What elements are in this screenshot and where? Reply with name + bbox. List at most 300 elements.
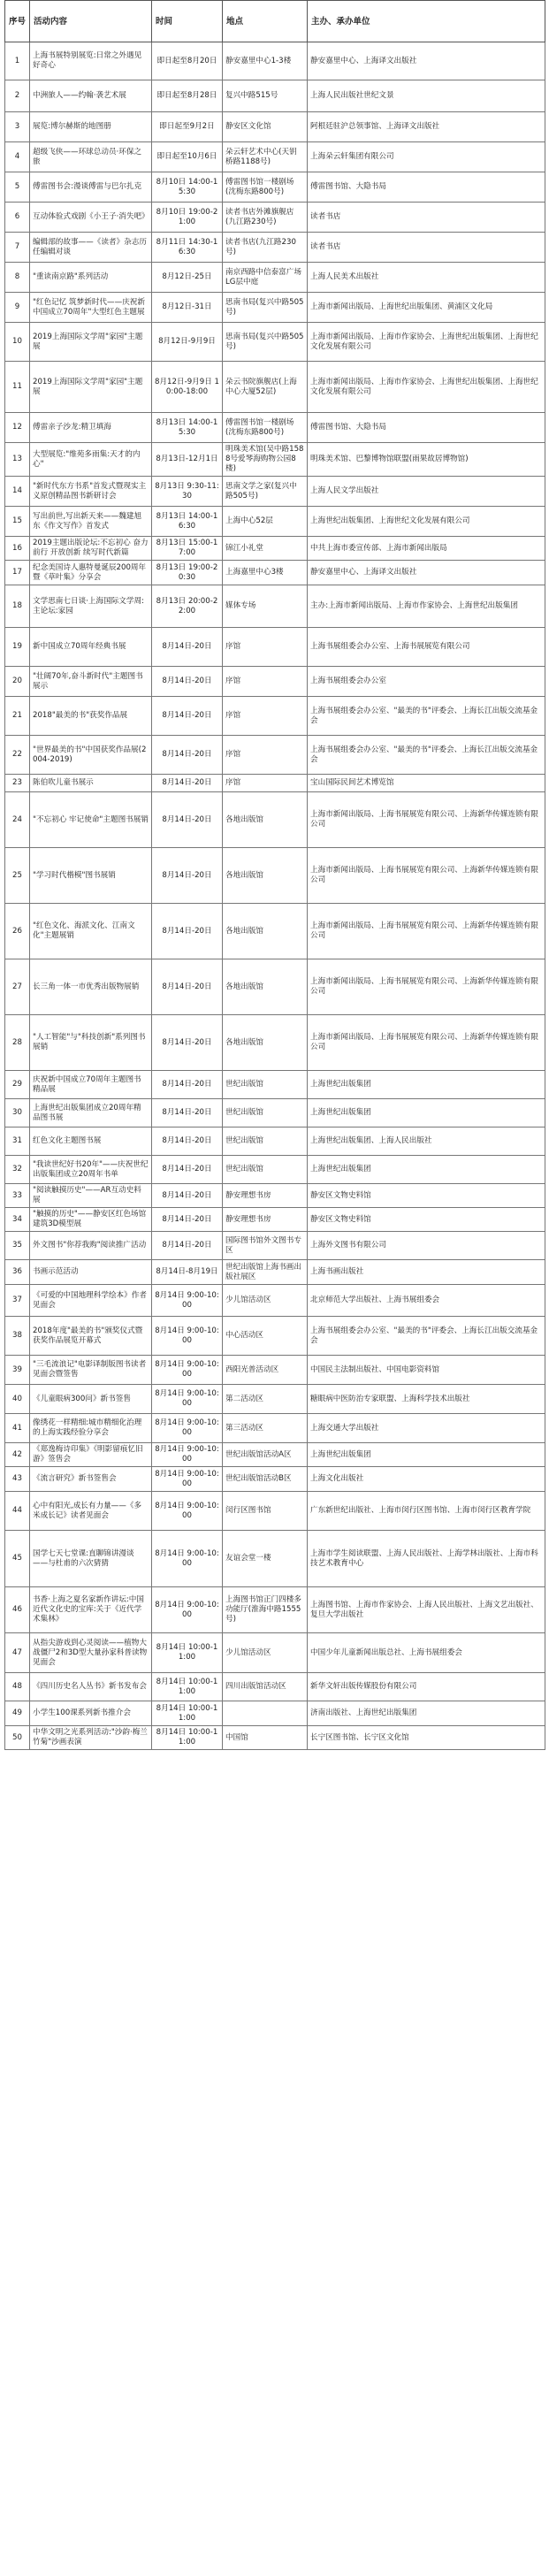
event-time: 8月14日 10:00-11:00	[152, 1673, 223, 1701]
event-time: 8月14日-20日	[152, 667, 223, 697]
row-number: 46	[5, 1587, 30, 1633]
table-row	[5, 959, 545, 1015]
table-row	[5, 1356, 545, 1385]
event-organizer: 静安区文物史料馆	[308, 1184, 545, 1208]
event-organizer: 读者书店	[308, 233, 545, 263]
event-name: "触摸的历史"——静安区红色场馆建筑3D模型展	[30, 1208, 152, 1232]
event-organizer: 上海世纪出版集团、上海世纪文化发展有限公司	[308, 507, 545, 537]
table-row	[5, 775, 545, 792]
row-number: 16	[5, 537, 30, 561]
row-number: 17	[5, 561, 30, 585]
table-row	[5, 203, 545, 233]
row-number: 10	[5, 323, 30, 362]
event-organizer: 上海市新闻出版局、上海书展展览有限公司、上海新华传媒连锁有限公司	[308, 1015, 545, 1071]
row-number: 15	[5, 507, 30, 537]
event-name: "重读南京路"系列活动	[30, 263, 152, 293]
event-time: 8月13日 14:00-16:30	[152, 507, 223, 537]
row-number: 22	[5, 736, 30, 775]
table-row	[5, 1492, 545, 1531]
table-row	[5, 477, 545, 507]
table-row	[5, 1208, 545, 1232]
event-name: "壮阔70年,奋斗新时代"主题图书展示	[30, 667, 152, 697]
event-name: "新时代东方书系"首发式暨现实主义原创精品图书新研讨会	[30, 477, 152, 507]
event-time: 即日起至9月2日	[152, 112, 223, 142]
event-organizer: 傅雷图书馆、大隐书局	[308, 172, 545, 203]
table-body	[5, 42, 545, 1750]
event-name: "阅读触摸历史"——AR互动史料展	[30, 1184, 152, 1208]
event-organizer: 上海世纪出版集团	[308, 1071, 545, 1099]
event-organizer: 上海书展组委会办公室、"最美的书"评委会、上海长江出版交流基金会	[308, 1317, 545, 1356]
event-name: "我读世纪好书20年"——庆祝世纪出版集团成立20周年书单	[30, 1156, 152, 1184]
table-row	[5, 585, 545, 628]
event-organizer: 新华文轩出版传媒股份有限公司	[308, 1673, 545, 1701]
event-location: 南京西路中信泰富广场LG层中庭	[223, 263, 308, 293]
row-number: 33	[5, 1184, 30, 1208]
event-location: 四川出版馆活动区	[223, 1673, 308, 1701]
event-location: 各地出版馆	[223, 959, 308, 1015]
table-row	[5, 1232, 545, 1260]
event-location: 少儿馆活动区	[223, 1633, 308, 1673]
event-location: 序馆	[223, 775, 308, 792]
event-organizer: 上海市新闻出版局、上海书展展览有限公司、上海新华传媒连锁有限公司	[308, 848, 545, 904]
event-time: 8月13日 9:30-11:30	[152, 477, 223, 507]
table-row	[5, 1587, 545, 1633]
row-number: 42	[5, 1443, 30, 1467]
event-name: 2019上海国际文学周"家园"主题展	[30, 323, 152, 362]
event-location: 上海中心52层	[223, 507, 308, 537]
table-row	[5, 1633, 545, 1673]
row-number: 20	[5, 667, 30, 697]
event-organizer: 上海书展组委会办公室、"最美的书"评委会、上海长江出版交流基金会	[308, 736, 545, 775]
row-number: 7	[5, 233, 30, 263]
event-location: 静安理想书房	[223, 1208, 308, 1232]
table-row	[5, 667, 545, 697]
event-time: 8月14日-20日	[152, 848, 223, 904]
event-location: 媒体专场	[223, 585, 308, 628]
event-location: 静安理想书房	[223, 1184, 308, 1208]
event-organizer: 上海人民美术出版社	[308, 263, 545, 293]
table-row	[5, 362, 545, 413]
event-time: 8月14日 9:00-10:00	[152, 1356, 223, 1385]
row-number: 14	[5, 477, 30, 507]
row-number: 30	[5, 1099, 30, 1127]
event-name: 新中国成立70周年经典书展	[30, 628, 152, 667]
event-name: 外文图书"你荐我购"阅读推广活动	[30, 1232, 152, 1260]
event-name: 傅雷图书会:漫谈傅雷与巴尔扎克	[30, 172, 152, 203]
row-number: 40	[5, 1385, 30, 1414]
row-number: 13	[5, 443, 30, 477]
table-row	[5, 736, 545, 775]
event-time: 8月14日-20日	[152, 1232, 223, 1260]
event-name: 书香·上海之夏名家新作讲坛:中国近代文化史的宝库:关于《近代学术集林》	[30, 1587, 152, 1633]
event-name: 傅雷亲子沙龙:精卫填海	[30, 413, 152, 443]
row-number: 11	[5, 362, 30, 413]
event-organizer: 上海市新闻出版局、上海世纪出版集团、黄浦区文化局	[308, 293, 545, 323]
event-name: 中华文明之光系列活动:"沙韵·梅兰竹菊"沙画表演	[30, 1726, 152, 1750]
event-organizer: 上海市新闻出版局、上海市作家协会、上海世纪出版集团、上海世纪文化发展有限公司	[308, 362, 545, 413]
event-location: 世纪出版馆	[223, 1156, 308, 1184]
event-time: 8月12日-9月9日	[152, 323, 223, 362]
table-row	[5, 1531, 545, 1587]
table-row	[5, 1443, 545, 1467]
event-time: 8月14日-20日	[152, 904, 223, 959]
event-name: 编辑部的故事——《读者》杂志历任编辑对谈	[30, 233, 152, 263]
event-name: 红色文化主题图书展	[30, 1127, 152, 1156]
event-name: 《流言研究》新书签售会	[30, 1467, 152, 1492]
event-time: 8月14日 9:00-10:00	[152, 1285, 223, 1317]
event-name: 从指尖游戏到心灵阅读——植物大战僵尸2和3D型大量孙家科普读物见面会	[30, 1633, 152, 1673]
table-row	[5, 1015, 545, 1071]
table-row	[5, 172, 545, 203]
event-location: 中心活动区	[223, 1317, 308, 1356]
table-row	[5, 1673, 545, 1701]
event-organizer: 长宁区图书馆、长宁区文化馆	[308, 1726, 545, 1750]
row-number: 23	[5, 775, 30, 792]
event-location: 世纪出版馆	[223, 1071, 308, 1099]
event-organizer: 中国少年儿童新闻出版总社、上海书展组委会	[308, 1633, 545, 1673]
event-time: 8月14日-20日	[152, 1208, 223, 1232]
event-location: 序馆	[223, 736, 308, 775]
event-location: 朵云轩艺术中心(天钥桥路1188号)	[223, 142, 308, 172]
event-schedule-table	[4, 0, 545, 1750]
event-name: 写出前世,写出新天来——魏建旭东《作文写作》首发式	[30, 507, 152, 537]
event-organizer: 上海文化出版社	[308, 1467, 545, 1492]
row-number: 26	[5, 904, 30, 959]
table-row	[5, 628, 545, 667]
table-row	[5, 42, 545, 80]
row-number: 39	[5, 1356, 30, 1385]
event-organizer: 糖眼病中医防治专家联盟、上海科学技术出版社	[308, 1385, 545, 1414]
event-location: 思南书局(复兴中路505号)	[223, 323, 308, 362]
header-time: 时间	[152, 1, 223, 42]
row-number: 2	[5, 80, 30, 112]
row-number: 18	[5, 585, 30, 628]
row-number: 12	[5, 413, 30, 443]
event-location: 世纪出版馆上海书画出版社展区	[223, 1260, 308, 1285]
table-row	[5, 112, 545, 142]
event-name: 心中有阳光,成长有力量——《多米成长记》读者见面会	[30, 1492, 152, 1531]
event-name: 纪念美国诗人惠特曼诞辰200周年暨《草叶集》分享会	[30, 561, 152, 585]
event-location: 第三活动区	[223, 1414, 308, 1443]
event-time: 8月10日 14:00-15:30	[152, 172, 223, 203]
event-time: 8月14日-20日	[152, 1015, 223, 1071]
event-location: 傅雷图书馆一楼剧场(沈梅东路800号)	[223, 172, 308, 203]
event-organizer: 静安嘉里中心、上海译文出版社	[308, 561, 545, 585]
row-number: 34	[5, 1208, 30, 1232]
event-location: 闵行区图书馆	[223, 1492, 308, 1531]
schedule-table-wrapper	[4, 0, 545, 1750]
event-location: 读者书店外滩旗舰店(九江路230号)	[223, 203, 308, 233]
row-number: 9	[5, 293, 30, 323]
event-name: 《郑逸梅诗印集》《明影留痕忆旧游》签售会	[30, 1443, 152, 1467]
event-time: 8月14日-20日	[152, 959, 223, 1015]
row-number: 36	[5, 1260, 30, 1285]
event-time: 8月14日-20日	[152, 792, 223, 848]
event-location: 世纪出版馆活动A区	[223, 1443, 308, 1467]
event-location: 各地出版馆	[223, 1015, 308, 1071]
row-number: 41	[5, 1414, 30, 1443]
table-header-row	[5, 1, 545, 42]
row-number: 49	[5, 1701, 30, 1726]
table-row	[5, 537, 545, 561]
table-row	[5, 1385, 545, 1414]
event-time: 8月13日 19:00-20:30	[152, 561, 223, 585]
event-location: 少儿馆活动区	[223, 1285, 308, 1317]
event-location: 思南书局(复兴中路505号)	[223, 293, 308, 323]
event-organizer: 上海朵云轩集团有限公司	[308, 142, 545, 172]
event-location: 第二活动区	[223, 1385, 308, 1414]
row-number: 50	[5, 1726, 30, 1750]
event-time: 8月14日-20日	[152, 1127, 223, 1156]
table-row	[5, 1099, 545, 1127]
table-row	[5, 1317, 545, 1356]
event-time: 8月14日-20日	[152, 1156, 223, 1184]
event-name: "不忘初心 牢记使命"主题图书展销	[30, 792, 152, 848]
event-organizer: 上海人民文学出版社	[308, 477, 545, 507]
event-time: 8月11日 14:30-16:30	[152, 233, 223, 263]
event-location: 复兴中路515号	[223, 80, 308, 112]
row-number: 24	[5, 792, 30, 848]
row-number: 31	[5, 1127, 30, 1156]
table-row	[5, 80, 545, 112]
event-location: 友谊会堂一楼	[223, 1531, 308, 1587]
event-location: 世纪出版馆	[223, 1127, 308, 1156]
table-row	[5, 1156, 545, 1184]
row-number: 32	[5, 1156, 30, 1184]
event-location: 中国馆	[223, 1726, 308, 1750]
event-location: 序馆	[223, 628, 308, 667]
row-number: 1	[5, 42, 30, 80]
event-time: 8月14日-20日	[152, 697, 223, 736]
event-organizer: 上海市新闻出版局、上海书展展览有限公司、上海新华传媒连锁有限公司	[308, 904, 545, 959]
table-row	[5, 413, 545, 443]
table-row	[5, 233, 545, 263]
event-name: 庆祝新中国成立70周年主题图书精品展	[30, 1071, 152, 1099]
event-time: 8月13日 20:00-22:00	[152, 585, 223, 628]
event-organizer: 上海世纪出版集团	[308, 1156, 545, 1184]
event-organizer: 静安区文物史料馆	[308, 1208, 545, 1232]
event-time: 8月14日 10:00-11:00	[152, 1633, 223, 1673]
event-organizer: 读者书店	[308, 203, 545, 233]
row-number: 45	[5, 1531, 30, 1587]
event-time: 8月14日 10:00-11:00	[152, 1726, 223, 1750]
table-row	[5, 263, 545, 293]
event-location: 思南文学之家(复兴中路505号)	[223, 477, 308, 507]
event-organizer: 明珠美术馆、巴黎博物馆联盟(雨果故居博物馆)	[308, 443, 545, 477]
table-row	[5, 1285, 545, 1317]
event-name: 像绣花一样精细:城市精细化治理的上海实践经验分享会	[30, 1414, 152, 1443]
event-location: 各地出版馆	[223, 904, 308, 959]
table-row	[5, 1184, 545, 1208]
table-row	[5, 697, 545, 736]
event-organizer: 上海世纪出版集团、上海人民出版社	[308, 1127, 545, 1156]
event-name: "红色记忆 筑梦新时代——庆祝新中国成立70周年"大型红色主题展	[30, 293, 152, 323]
event-location: 序馆	[223, 697, 308, 736]
row-number: 5	[5, 172, 30, 203]
row-number: 48	[5, 1673, 30, 1701]
event-organizer: 主办:上海市新闻出版局、上海市作家协会、上海世纪出版集团	[308, 585, 545, 628]
event-time: 8月12日-9月9日 10:00-18:00	[152, 362, 223, 413]
event-name: 《可爱的中国地理科学绘本》作者见面会	[30, 1285, 152, 1317]
event-location: 各地出版馆	[223, 792, 308, 848]
event-name: 2019上海国际文学周"家园"主题展	[30, 362, 152, 413]
table-row	[5, 904, 545, 959]
event-organizer: 上海市学生阅读联盟、上海人民出版社、上海学林出版社、上海市科技艺术教育中心	[308, 1531, 545, 1587]
event-name: 大型展览:"维苑多雨集:天才的内心"	[30, 443, 152, 477]
event-name: 《儿童眼病300问》新书签售	[30, 1385, 152, 1414]
event-name: 超级飞侠——环球总动员·环保之旅	[30, 142, 152, 172]
table-row	[5, 561, 545, 585]
event-organizer: 济南出版社、上海世纪出版集团	[308, 1701, 545, 1726]
table-row	[5, 1127, 545, 1156]
event-name: 文学思南七日谈·上海国际文学周:主论坛:家园	[30, 585, 152, 628]
event-time: 8月14日 9:00-10:00	[152, 1443, 223, 1467]
row-number: 8	[5, 263, 30, 293]
event-organizer: 上海市新闻出版局、上海书展展览有限公司、上海新华传媒连锁有限公司	[308, 959, 545, 1015]
event-name: 2018"最美的书"获奖作品展	[30, 697, 152, 736]
event-organizer: 上海书展组委会办公室、上海书展展览有限公司	[308, 628, 545, 667]
event-name: 展览:博尔赫斯的地图册	[30, 112, 152, 142]
event-location: 读者书店(九江路230号)	[223, 233, 308, 263]
event-name: "三毛流浪记"电影译制版图书读者见面会暨签售	[30, 1356, 152, 1385]
event-organizer: 中国民主法制出版社、中国电影资料馆	[308, 1356, 545, 1385]
table-row	[5, 142, 545, 172]
header-location: 地点	[223, 1, 308, 42]
event-organizer: 上海交通大学出版社	[308, 1414, 545, 1443]
event-location: 锦江小礼堂	[223, 537, 308, 561]
table-row	[5, 507, 545, 537]
header-event: 活动内容	[30, 1, 152, 42]
event-time: 8月14日 10:00-11:00	[152, 1701, 223, 1726]
event-organizer: 阿根廷驻沪总领事馆、上海译文出版社	[308, 112, 545, 142]
event-name: 互动体验式戏剧《小王子·消失吧》	[30, 203, 152, 233]
table-row	[5, 848, 545, 904]
event-time: 8月13日 15:00-17:00	[152, 537, 223, 561]
row-number: 43	[5, 1467, 30, 1492]
event-organizer: 上海人民出版社世纪文景	[308, 80, 545, 112]
row-number: 3	[5, 112, 30, 142]
event-organizer: 北京师范大学出版社、上海书展组委会	[308, 1285, 545, 1317]
event-time: 即日起至8月20日	[152, 42, 223, 80]
event-location: 国际图书馆外文图书专区	[223, 1232, 308, 1260]
event-organizer: 宝山国际民间艺术博览馆	[308, 775, 545, 792]
event-location: 世纪出版馆活动B区	[223, 1467, 308, 1492]
row-number: 27	[5, 959, 30, 1015]
event-time: 8月14日 9:00-10:00	[152, 1467, 223, 1492]
table-row	[5, 323, 545, 362]
event-time: 8月14日-20日	[152, 1071, 223, 1099]
event-organizer: 上海市新闻出版局、上海市作家协会、上海世纪出版集团、上海世纪文化发展有限公司	[308, 323, 545, 362]
event-time: 即日起至8月28日	[152, 80, 223, 112]
event-name: "世界最美的书"中国获奖作品展(2004-2019)	[30, 736, 152, 775]
event-name: 书画示范活动	[30, 1260, 152, 1285]
event-organizer: 上海书展组委会办公室、"最美的书"评委会、上海长江出版交流基金会	[308, 697, 545, 736]
row-number: 25	[5, 848, 30, 904]
event-name: 2018年度"最美的书"颁奖仪式暨获奖作品展览开幕式	[30, 1317, 152, 1356]
event-location: 静安嘉里中心1-3楼	[223, 42, 308, 80]
event-time: 即日起至10月6日	[152, 142, 223, 172]
event-location: 世纪出版馆	[223, 1099, 308, 1127]
event-time: 8月14日 9:00-10:00	[152, 1492, 223, 1531]
table-row	[5, 293, 545, 323]
event-time: 8月14日-8月19日	[152, 1260, 223, 1285]
event-name: 国学七天七堂课:直聊锦讲漫谈——与杜甫的六次猜猜	[30, 1531, 152, 1587]
event-location	[223, 1701, 308, 1726]
row-number: 21	[5, 697, 30, 736]
table-row	[5, 1260, 545, 1285]
row-number: 35	[5, 1232, 30, 1260]
table-row	[5, 1414, 545, 1443]
event-location: 西阳光普活动区	[223, 1356, 308, 1385]
event-organizer: 静安嘉里中心、上海译文出版社	[308, 42, 545, 80]
event-time: 8月14日 9:00-10:00	[152, 1385, 223, 1414]
row-number: 19	[5, 628, 30, 667]
row-number: 47	[5, 1633, 30, 1673]
event-name: 上海书展特别展览:日常之外遇见好奇心	[30, 42, 152, 80]
event-organizer: 上海书展组委会办公室	[308, 667, 545, 697]
event-organizer: 上海世纪出版集团	[308, 1099, 545, 1127]
event-location: 上海图书馆正门四楼多功能厅(淮海中路1555号)	[223, 1587, 308, 1633]
event-time: 8月12日-25日	[152, 263, 223, 293]
event-time: 8月14日-20日	[152, 1099, 223, 1127]
table-row	[5, 443, 545, 477]
table-row	[5, 1467, 545, 1492]
event-organizer: 上海书画出版社	[308, 1260, 545, 1285]
event-time: 8月14日-20日	[152, 1184, 223, 1208]
event-organizer: 中共上海市委宣传部、上海市新闻出版局	[308, 537, 545, 561]
event-time: 8月14日 9:00-10:00	[152, 1414, 223, 1443]
event-organizer: 广东新世纪出版社、上海市闵行区图书馆、上海市闵行区教育学院	[308, 1492, 545, 1531]
event-organizer: 傅雷图书馆、大隐书局	[308, 413, 545, 443]
row-number: 28	[5, 1015, 30, 1071]
event-organizer: 上海图书馆、上海市作家协会、上海人民出版社、上海文艺出版社、复旦大学出版社	[308, 1587, 545, 1633]
event-location: 静安区文化馆	[223, 112, 308, 142]
row-number: 44	[5, 1492, 30, 1531]
row-number: 29	[5, 1071, 30, 1099]
event-name: 2019主题出版论坛:不忘初心 奋力前行 开放创新 续写时代新篇	[30, 537, 152, 561]
event-location: 明珠美术馆(吴中路1588号爱琴海购物公园8楼)	[223, 443, 308, 477]
event-organizer: 上海外文图书有限公司	[308, 1232, 545, 1260]
table-row	[5, 792, 545, 848]
table-row	[5, 1726, 545, 1750]
event-organizer: 上海世纪出版集团	[308, 1443, 545, 1467]
event-location: 傅雷图书馆一楼剧场(沈梅东路800号)	[223, 413, 308, 443]
row-number: 4	[5, 142, 30, 172]
event-location: 各地出版馆	[223, 848, 308, 904]
event-time: 8月14日 9:00-10:00	[152, 1531, 223, 1587]
table-row	[5, 1701, 545, 1726]
header-organizer: 主办、承办单位	[308, 1, 545, 42]
event-name: "学习时代楷模"图书展销	[30, 848, 152, 904]
event-location: 序馆	[223, 667, 308, 697]
event-time: 8月14日 9:00-10:00	[152, 1587, 223, 1633]
event-name: 长三角一体一市优秀出版物展销	[30, 959, 152, 1015]
event-time: 8月12日-31日	[152, 293, 223, 323]
event-name: "红色文化、海派文化、江南文化"主题展销	[30, 904, 152, 959]
event-name: 陈伯吹儿童书展示	[30, 775, 152, 792]
event-time: 8月14日-20日	[152, 628, 223, 667]
row-number: 37	[5, 1285, 30, 1317]
event-name: "人工智能"与"科技创新"系列图书展销	[30, 1015, 152, 1071]
event-location: 上海嘉里中心3楼	[223, 561, 308, 585]
row-number: 6	[5, 203, 30, 233]
event-location: 朵云书院旗舰店(上海中心大厦52层)	[223, 362, 308, 413]
event-name: 中洲旅人——约翰·袭艺术展	[30, 80, 152, 112]
row-number: 38	[5, 1317, 30, 1356]
header-no: 序号	[5, 1, 30, 42]
event-time: 8月14日 9:00-10:00	[152, 1317, 223, 1356]
event-name: 上海世纪出版集团成立20周年精品图书展	[30, 1099, 152, 1127]
